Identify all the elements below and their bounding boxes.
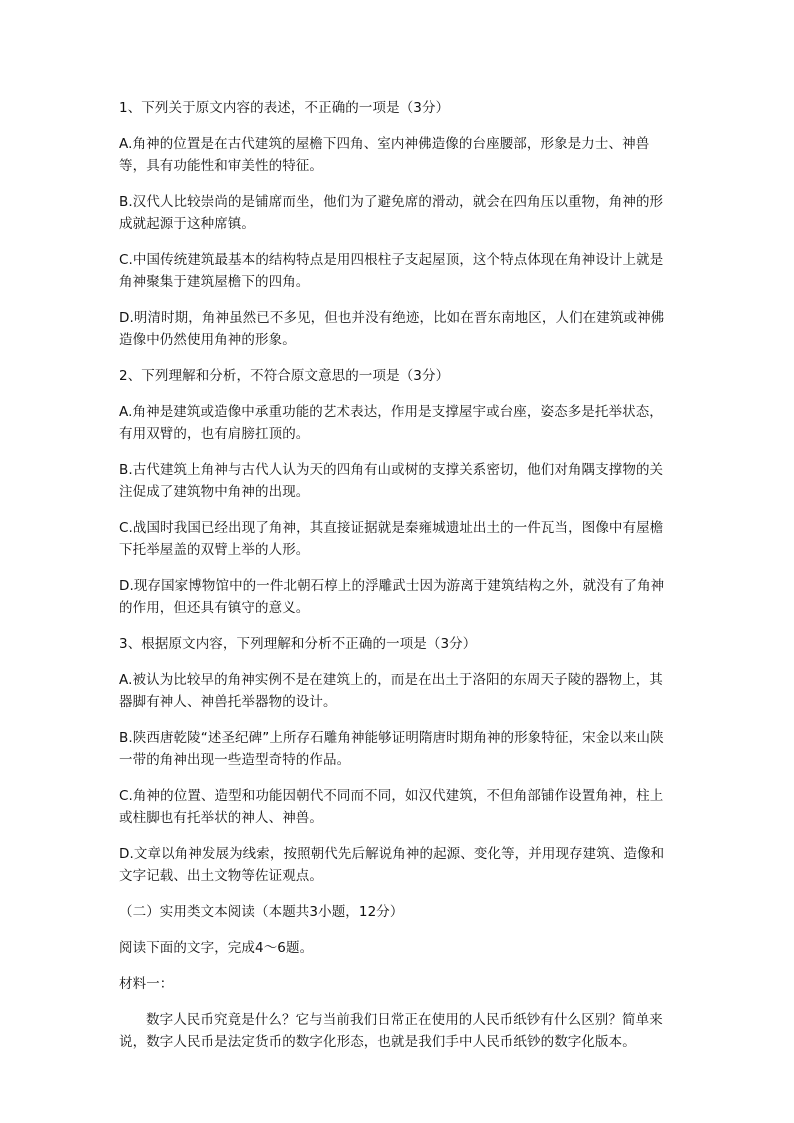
question-3-stem: 3、根据原文内容，下列理解和分析不正确的一项是（3分） xyxy=(119,636,477,652)
question-1-stem: 1、下列关于原文内容的表述，不正确的一项是（3分） xyxy=(119,100,450,116)
question-2-stem: 2、下列理解和分析，不符合原文意思的一项是（3分） xyxy=(119,368,450,384)
question-3-option-d: D.文章以角神发展为线索，按照朝代先后解说角神的起源、变化等，并用现存建筑、造像和文字记载、出土文物等佐证观点。 xyxy=(119,846,665,884)
question-1-option-c: C.中国传统建筑最基本的结构特点是用四根柱子支起屋顶，这个特点体现在角神设计上就是角神聚集于建筑屋檐下的四角。 xyxy=(119,252,664,290)
question-1-option-b: B.汉代人比较崇尚的是铺席而坐，他们为了避免席的滑动，就会在四角压以重物，角神的形成就起源于这种席镇。 xyxy=(119,194,664,232)
question-3-option-a: A.被认为比较早的角神实例不是在建筑上的，而是在出土于洛阳的东周天子陵的器物上，其器脚有神人、神兽托举器物的设计。 xyxy=(119,672,663,710)
question-2-option-a: A.角神是建筑或造像中承重功能的艺术表达，作用是支撑屋宇或台座，姿态多是托举状态，有用双臂的，也有肩膀扛顶的。 xyxy=(119,404,663,442)
material-paragraph: 数字人民币究竟是什么？它与当前我们日常正在使用的人民币纸钞有什么区别？简单来说，数字人民币是法定货币的数字化形态，也就是我们手中人民币纸钞的数字化版本。 xyxy=(119,1012,663,1050)
question-2-option-b: B.古代建筑上角神与古代人认为天的四角有山或树的支撑关系密切，他们对角隅支撑物的关注促成了建筑物中角神的出现。 xyxy=(119,462,664,500)
section-2-instruction: 阅读下面的文字，完成4～6题。 xyxy=(119,940,314,956)
question-3-option-b: B.陕西唐乾陵“述圣纪碑”上所存石雕角神能够证明隋唐时期角神的形象特征，宋金以来山陕一带的角神出现一些造型奇特的作品。 xyxy=(119,730,664,768)
question-2-option-d: D.现存国家博物馆中的一件北朝石椁上的浮雕武士因为游离于建筑结构之外，就没有了角神的作用，但还具有镇守的意义。 xyxy=(119,578,665,616)
material-label: 材料一： xyxy=(119,976,174,992)
document-content xyxy=(119,97,675,1067)
section-2-heading: （二）实用类文本阅读（本题共3小题，12分） xyxy=(119,904,404,920)
question-2-option-c: C.战国时我国已经出现了角神，其直接证据就是秦雍城遗址出土的一件瓦当，图像中有屋檐下托举屋盖的双臂上举的人形。 xyxy=(119,520,664,558)
question-1-option-a: A.角神的位置是在古代建筑的屋檐下四角、室内神佛造像的台座腰部，形象是力士、神兽等，具有功能性和审美性的特征。 xyxy=(119,136,650,174)
question-3-option-c: C.角神的位置、造型和功能因朝代不同而不同，如汉代建筑，不但角部铺作设置角神，柱上或柱脚也有托举状的神人、神兽。 xyxy=(119,788,664,826)
question-1-option-d: D.明清时期，角神虽然已不多见，但也并没有绝迹，比如在晋东南地区，人们在建筑或神佛造像中仍然使用角神的形象。 xyxy=(119,310,665,348)
